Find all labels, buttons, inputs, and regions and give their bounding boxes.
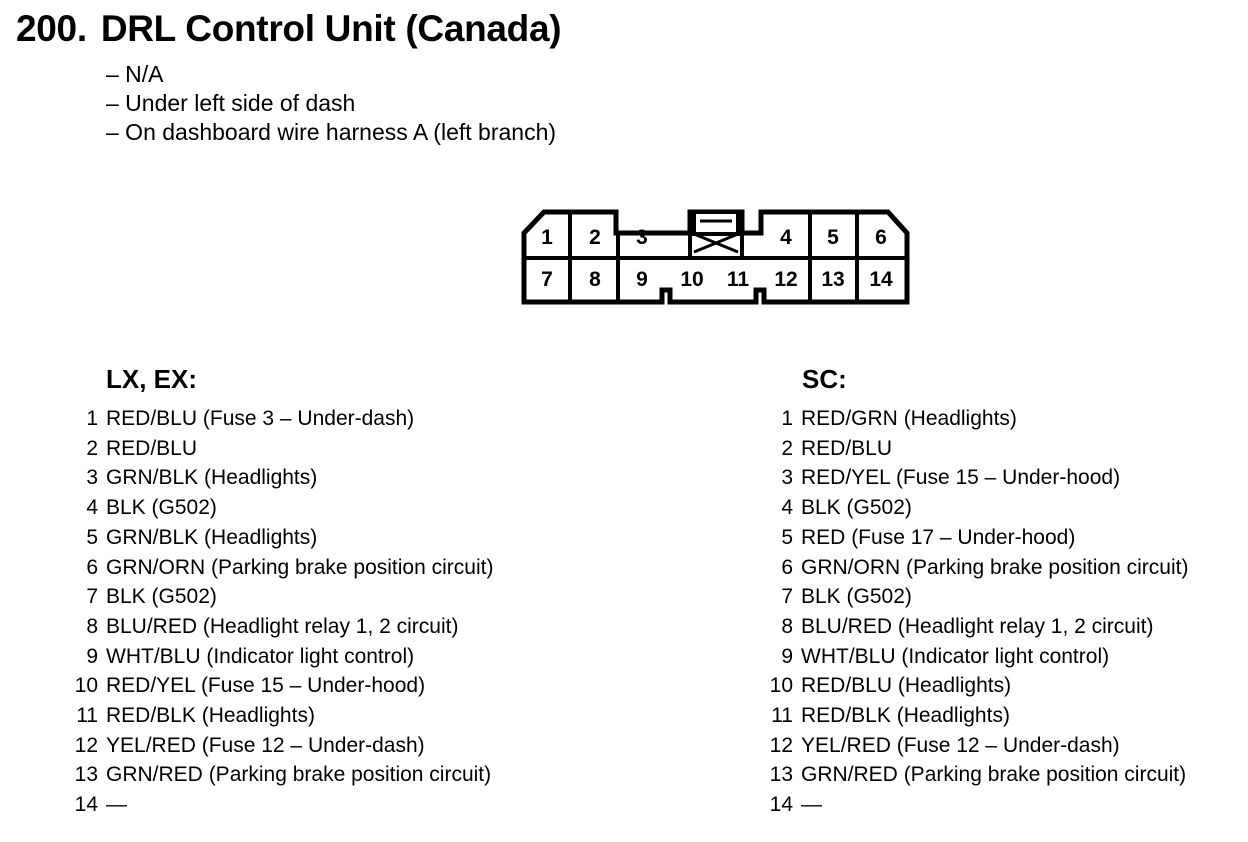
wire-color: YEL/RED xyxy=(106,733,196,757)
wire-color: RED/BLU xyxy=(801,436,893,460)
pin-row xyxy=(763,671,1188,701)
pin-number: 1 xyxy=(781,407,793,430)
wire-color: RED/BLU xyxy=(801,674,893,698)
pin-description: (G502) xyxy=(151,585,217,609)
pin-row xyxy=(763,523,1188,553)
wire-color: BLK xyxy=(106,585,146,609)
wire-color: WHT/BLU xyxy=(801,644,896,668)
wire-color: YEL/RED xyxy=(801,733,891,757)
pin-row xyxy=(68,553,493,583)
pin-description: (Headlights) xyxy=(201,704,315,728)
pin-description: (G502) xyxy=(846,585,912,609)
pin-row xyxy=(763,463,1188,493)
pin-number: 13 xyxy=(769,763,793,787)
pin-description: (Fuse 15 – Under-hood) xyxy=(200,674,426,698)
pin-label: 4 xyxy=(780,226,792,249)
pin-row xyxy=(68,731,493,761)
pin-number: 3 xyxy=(781,466,793,490)
pin-description: (Fuse 3 – Under-dash) xyxy=(202,407,415,430)
wire-color: GRN/ORN xyxy=(106,555,206,579)
pin-row xyxy=(68,404,493,434)
pin-label: 12 xyxy=(774,268,798,291)
pin-number: 3 xyxy=(86,466,98,490)
component-info-list xyxy=(106,60,556,147)
wire-color: GRN/BLK xyxy=(106,525,199,549)
pin-label: 5 xyxy=(827,226,839,249)
pin-number: 7 xyxy=(781,585,793,609)
wire-color: RED/BLU xyxy=(106,436,198,460)
pin-label: 6 xyxy=(875,226,887,249)
pin-row xyxy=(68,701,493,731)
pin-label: 13 xyxy=(821,268,845,291)
pin-number: 14 xyxy=(769,793,793,817)
pin-label: 3 xyxy=(636,226,648,249)
pin-description: (Headlight relay 1, 2 circuit) xyxy=(202,614,459,638)
pin-description: (Headlights) xyxy=(204,525,318,549)
wire-color: GRN/RED xyxy=(106,763,203,787)
pin-description: (Headlights) xyxy=(896,704,1010,728)
pin-number: 10 xyxy=(74,674,98,698)
page-title xyxy=(16,8,561,50)
pin-number: 1 xyxy=(86,407,98,430)
pin-label: 10 xyxy=(680,268,704,291)
pin-number: 4 xyxy=(781,496,793,520)
pin-number: 5 xyxy=(781,525,793,549)
wire-color: — xyxy=(106,793,127,817)
pin-number: 11 xyxy=(76,704,98,728)
pin-number: 7 xyxy=(86,585,98,609)
pin-number: 12 xyxy=(74,733,98,757)
pin-description: (Parking brake position circuit) xyxy=(906,555,1189,579)
pin-description: (Parking brake position circuit) xyxy=(211,555,494,579)
connector-info-item: – N/A xyxy=(106,61,164,87)
pin-description: (Indicator light control) xyxy=(206,644,415,668)
pin-row xyxy=(68,671,493,701)
pin-row xyxy=(68,463,493,493)
pin-description: (Parking brake position circuit) xyxy=(903,763,1187,787)
pin-row xyxy=(68,790,493,820)
pin-label: 2 xyxy=(589,226,601,249)
wire-color: RED/BLU xyxy=(106,407,198,430)
wire-color: RED xyxy=(801,525,846,549)
wire-color: BLK xyxy=(801,496,841,520)
pin-row xyxy=(763,642,1188,672)
section-title: DRL Control Unit (Canada) xyxy=(100,8,562,49)
pin-row xyxy=(763,553,1188,583)
wire-color: — xyxy=(801,793,822,817)
pin-row xyxy=(68,642,493,672)
pin-label: 11 xyxy=(726,268,750,291)
pin-row xyxy=(763,612,1188,642)
wire-color: BLK xyxy=(801,585,841,609)
pin-description: (Parking brake position circuit) xyxy=(208,763,492,787)
pin-description: (G502) xyxy=(151,496,217,520)
wire-color: GRN/BLK xyxy=(106,466,199,490)
pin-label: 8 xyxy=(589,268,601,291)
pin-row xyxy=(763,493,1188,523)
wire-color: WHT/BLU xyxy=(106,644,201,668)
pin-description: (Fuse 12 – Under-dash) xyxy=(201,733,425,757)
pin-row xyxy=(763,731,1188,761)
pin-description: (Fuse 17 – Under-hood) xyxy=(851,525,1076,549)
pin-number: 14 xyxy=(74,793,98,817)
lx-ex-pin-list xyxy=(68,404,493,820)
pin-row xyxy=(68,760,493,790)
pin-description: (Headlights) xyxy=(897,674,1012,698)
pin-number: 4 xyxy=(86,496,98,520)
pin-label: 7 xyxy=(541,268,553,291)
pin-number: 6 xyxy=(86,555,98,579)
pin-label: 1 xyxy=(541,226,553,249)
wire-color: BLK xyxy=(106,496,146,520)
wire-color: GRN/RED xyxy=(801,763,898,787)
section-number: 200. xyxy=(16,8,87,49)
pin-row xyxy=(763,434,1188,464)
wire-color: RED/YEL xyxy=(801,466,891,490)
pin-row xyxy=(763,760,1188,790)
pin-description: (Indicator light control) xyxy=(901,644,1110,668)
pin-number: 9 xyxy=(86,644,98,668)
pin-description: (Fuse 15 – Under-hood) xyxy=(895,466,1121,490)
pin-description: (Headlight relay 1, 2 circuit) xyxy=(897,614,1154,638)
sc-heading: SC: xyxy=(802,364,847,394)
pin-description: (G502) xyxy=(846,496,912,520)
pin-description: (Headlights) xyxy=(903,407,1017,430)
pin-row xyxy=(68,523,493,553)
lx-ex-heading: LX, EX: xyxy=(106,364,198,394)
pin-row xyxy=(763,790,1188,820)
wire-color: RED/GRN xyxy=(801,407,898,430)
pin-label: 9 xyxy=(636,268,648,291)
pin-number: 2 xyxy=(781,436,793,460)
pin-number: 13 xyxy=(74,763,98,787)
pin-row xyxy=(68,612,493,642)
pin-row xyxy=(68,434,493,464)
pin-row xyxy=(68,582,493,612)
wire-color: BLU/RED xyxy=(801,614,893,638)
pin-row xyxy=(763,404,1188,434)
pin-number: 5 xyxy=(86,525,98,549)
pin-description: (Headlights) xyxy=(204,466,318,490)
pin-row xyxy=(763,582,1188,612)
pin-label: 14 xyxy=(869,268,893,291)
connector-face-diagram xyxy=(518,206,914,310)
pin-description: (Fuse 12 – Under-dash) xyxy=(896,733,1120,757)
harness-info-item: – On dashboard wire harness A (left branch) xyxy=(106,119,557,145)
pin-number: 8 xyxy=(86,614,98,638)
pin-number: 9 xyxy=(781,644,793,668)
pin-number: 11 xyxy=(771,704,793,728)
wire-color: GRN/ORN xyxy=(801,555,901,579)
pin-number: 10 xyxy=(769,674,793,698)
pin-number: 2 xyxy=(86,436,98,460)
location-info-item: – Under left side of dash xyxy=(106,90,356,116)
sc-pin-list xyxy=(763,404,1188,820)
wire-color: BLU/RED xyxy=(106,614,198,638)
pin-number: 12 xyxy=(769,733,793,757)
wire-color: RED/YEL xyxy=(106,674,196,698)
wire-color: RED/BLK xyxy=(801,704,891,728)
wire-color: RED/BLK xyxy=(106,704,196,728)
pin-number: 6 xyxy=(781,555,793,579)
pin-row xyxy=(68,493,493,523)
pin-number: 8 xyxy=(781,614,793,638)
pin-row xyxy=(763,701,1188,731)
